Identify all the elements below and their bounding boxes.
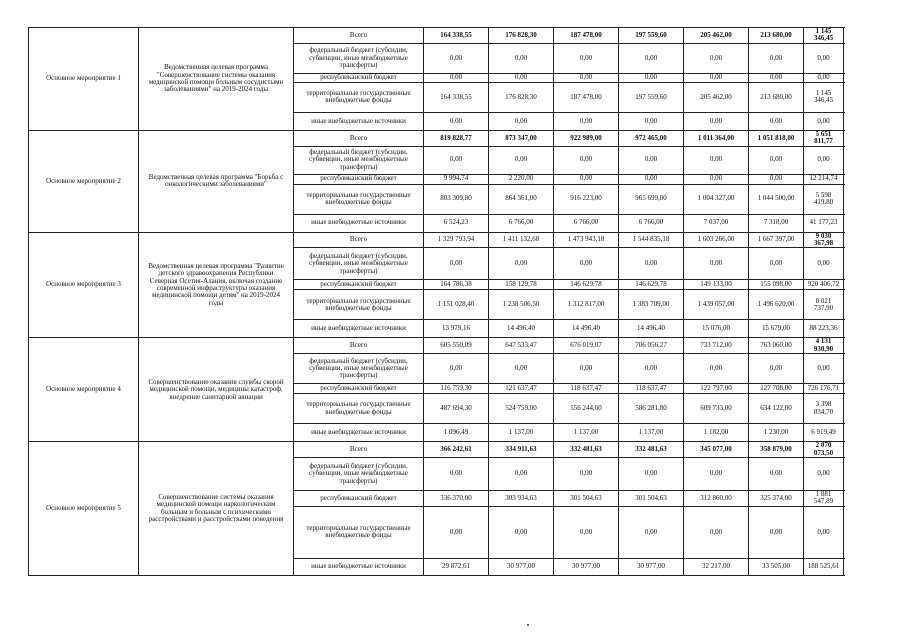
year-value-cell: 1 603 266,00	[684, 232, 749, 248]
year-value-cell: 1 096,49	[424, 424, 489, 442]
year-value-cell: 7 037,00	[684, 214, 749, 232]
year-value-cell: 7 318,00	[749, 214, 804, 232]
row-sum-cell: 3 398 834,70	[804, 394, 844, 424]
year-value-cell: 0,00	[424, 73, 489, 82]
funding-source-cell: территориальные государственные внебюджетные фонды	[294, 290, 424, 320]
funding-source-cell: республиканский бюджет	[294, 73, 424, 82]
year-value-cell: 164 786,38	[424, 280, 489, 290]
year-value-cell: 0,00	[684, 174, 749, 184]
program-name-cell: Ведомственная целевая программа "Борьба с онкологическими заболеваниями"	[139, 130, 294, 232]
table-body	[29, 28, 844, 576]
funding-source-cell: республиканский бюджет	[294, 384, 424, 394]
year-value-cell: 0,00	[554, 354, 619, 384]
funding-source-cell: федеральный бюджет (субсидии, субвенции, иные межбюджетные трансферты)	[294, 43, 424, 73]
year-value-cell: 187 478,00	[554, 28, 619, 44]
year-value-cell: 15 679,00	[749, 320, 804, 338]
year-value-cell: 205 462,00	[684, 82, 749, 112]
year-value-cell: 0,00	[489, 506, 554, 558]
year-value-cell: 0,00	[684, 73, 749, 82]
year-value-cell: 15 076,00	[684, 320, 749, 338]
year-value-cell: 197 559,60	[619, 28, 684, 44]
row-sum-cell: 5 651 811,77	[804, 130, 844, 146]
year-value-cell: 0,00	[489, 458, 554, 491]
year-value-cell: 0,00	[684, 506, 749, 558]
funding-source-cell: республиканский бюджет	[294, 491, 424, 507]
year-value-cell: 922 989,00	[554, 130, 619, 146]
year-value-cell: 0,00	[489, 43, 554, 73]
year-value-cell: 1 151 028,40	[424, 290, 489, 320]
year-value-cell: 176 828,30	[489, 28, 554, 44]
event-name-cell: Основное мероприятие 2	[29, 130, 139, 232]
funding-source-cell: территориальные государственные внебюджетные фонды	[294, 506, 424, 558]
year-value-cell: 634 122,00	[749, 394, 804, 424]
funding-source-cell: иные внебюджетные источники	[294, 558, 424, 575]
row-sum-cell: 0,00	[804, 354, 844, 384]
year-value-cell: 0,00	[424, 248, 489, 280]
year-value-cell: 345 077,00	[684, 442, 749, 458]
table-row	[29, 232, 844, 248]
row-sum-cell: 6 919,49	[804, 424, 844, 442]
year-value-cell: 0,00	[749, 146, 804, 174]
year-value-cell: 0,00	[554, 458, 619, 491]
year-value-cell: 1 329 793,94	[424, 232, 489, 248]
total-label-cell: Всего	[294, 442, 424, 458]
year-value-cell: 647 533,47	[489, 338, 554, 354]
program-name-cell: Совершенствование оказания службы скорой медицинской помощи, медицины катастроф, внедрение санитарной авиации	[139, 338, 294, 442]
event-name-cell: Основное мероприятие 3	[29, 232, 139, 338]
page-mark	[527, 624, 529, 626]
year-value-cell: 487 694,30	[424, 394, 489, 424]
year-value-cell: 0,00	[749, 112, 804, 130]
total-label-cell: Всего	[294, 232, 424, 248]
year-value-cell: 1 137,00	[489, 424, 554, 442]
year-value-cell: 556 244,60	[554, 394, 619, 424]
year-value-cell: 0,00	[684, 146, 749, 174]
year-value-cell: 187 478,00	[554, 82, 619, 112]
year-value-cell: 605 550,09	[424, 338, 489, 354]
year-value-cell: 0,00	[489, 146, 554, 174]
year-value-cell: 706 056,27	[619, 338, 684, 354]
year-value-cell: 0,00	[619, 354, 684, 384]
year-value-cell: 6 766,00	[619, 214, 684, 232]
year-value-cell: 0,00	[684, 112, 749, 130]
year-value-cell: 301 504,63	[554, 491, 619, 507]
year-value-cell: 6 766,00	[489, 214, 554, 232]
year-value-cell: 972 465,00	[619, 130, 684, 146]
year-value-cell: 0,00	[749, 73, 804, 82]
year-value-cell: 32 217,00	[684, 558, 749, 575]
year-value-cell: 366 242,61	[424, 442, 489, 458]
year-value-cell: 0,00	[489, 112, 554, 130]
year-value-cell: 1 411 132,68	[489, 232, 554, 248]
table-row	[29, 338, 844, 354]
year-value-cell: 609 733,00	[684, 394, 749, 424]
row-sum-cell: 0,00	[804, 73, 844, 82]
year-value-cell: 0,00	[424, 458, 489, 491]
year-value-cell: 312 860,00	[684, 491, 749, 507]
year-value-cell: 0,00	[749, 458, 804, 491]
year-value-cell: 1 011 364,00	[684, 130, 749, 146]
year-value-cell: 1 383 709,00	[619, 290, 684, 320]
year-value-cell: 0,00	[424, 43, 489, 73]
year-value-cell: 1 137,00	[554, 424, 619, 442]
table-row	[29, 442, 844, 458]
year-value-cell: 118 637,47	[619, 384, 684, 394]
year-value-cell: 13 979,16	[424, 320, 489, 338]
row-sum-cell: 12 214,74	[804, 174, 844, 184]
program-name-cell: Совершенствование системы оказания медицинской помощи наркологическим больным и больным с психическими расстройствами и расстройствами поведения	[139, 442, 294, 576]
event-name-cell: Основное мероприятие 4	[29, 338, 139, 442]
year-value-cell: 0,00	[684, 458, 749, 491]
year-value-cell: 1 667 397,00	[749, 232, 804, 248]
year-value-cell: 0,00	[619, 174, 684, 184]
year-value-cell: 30 977,00	[489, 558, 554, 575]
row-sum-cell: 188 525,61	[804, 558, 844, 575]
program-name-cell: Ведомственная целевая программа "Развитие детского здравоохранения Республики Северная Осетия-Алания, включая создание современной инфраструктуры оказания медицинской помощи детям" на 2019-2024 годы	[139, 232, 294, 338]
year-value-cell: 164 338,55	[424, 28, 489, 44]
year-value-cell: 0,00	[424, 354, 489, 384]
year-value-cell: 0,00	[619, 146, 684, 174]
row-sum-cell: 0,00	[804, 146, 844, 174]
year-value-cell: 0,00	[619, 73, 684, 82]
row-sum-cell: 0,00	[804, 506, 844, 558]
year-value-cell: 121 637,47	[489, 384, 554, 394]
year-value-cell: 803 309,80	[424, 184, 489, 214]
year-value-cell: 0,00	[619, 458, 684, 491]
year-value-cell: 0,00	[489, 73, 554, 82]
year-value-cell: 0,00	[489, 354, 554, 384]
year-value-cell: 1 439 057,00	[684, 290, 749, 320]
row-sum-cell: 4 131 930,90	[804, 338, 844, 354]
year-value-cell: 0,00	[749, 354, 804, 384]
year-value-cell: 332 481,63	[619, 442, 684, 458]
funding-source-cell: федеральный бюджет (субсидии, субвенции, иные межбюджетные трансферты)	[294, 248, 424, 280]
year-value-cell: 14 496,40	[489, 320, 554, 338]
funding-source-cell: иные внебюджетные источники	[294, 112, 424, 130]
year-value-cell: 1 312 817,00	[554, 290, 619, 320]
year-value-cell: 336 370,00	[424, 491, 489, 507]
year-value-cell: 0,00	[424, 146, 489, 174]
year-value-cell: 116 759,30	[424, 384, 489, 394]
row-sum-cell: 88 223,36	[804, 320, 844, 338]
year-value-cell: 146 629,78	[554, 280, 619, 290]
event-name-cell: Основное мероприятие 5	[29, 442, 139, 576]
total-label-cell: Всего	[294, 28, 424, 44]
year-value-cell: 213 680,00	[749, 28, 804, 44]
year-value-cell: 0,00	[749, 248, 804, 280]
year-value-cell: 127 708,00	[749, 384, 804, 394]
year-value-cell: 0,00	[424, 506, 489, 558]
year-value-cell: 0,00	[554, 43, 619, 73]
year-value-cell: 0,00	[554, 248, 619, 280]
table-row	[29, 130, 844, 146]
year-value-cell: 733 712,00	[684, 338, 749, 354]
year-value-cell: 1 137,00	[619, 424, 684, 442]
year-value-cell: 0,00	[554, 506, 619, 558]
funding-source-cell: территориальные государственные внебюджетные фонды	[294, 184, 424, 214]
year-value-cell: 334 911,63	[489, 442, 554, 458]
year-value-cell: 122 797,00	[684, 384, 749, 394]
row-sum-cell: 0,00	[804, 248, 844, 280]
year-value-cell: 965 699,00	[619, 184, 684, 214]
year-value-cell: 6 524,23	[424, 214, 489, 232]
year-value-cell: 2 220,00	[489, 174, 554, 184]
row-sum-cell: 2 070 073,50	[804, 442, 844, 458]
year-value-cell: 213 680,00	[749, 82, 804, 112]
funding-source-cell: федеральный бюджет (субсидии, субвенции, иные межбюджетные трансферты)	[294, 146, 424, 174]
year-value-cell: 873 347,00	[489, 130, 554, 146]
year-value-cell: 0,00	[554, 174, 619, 184]
year-value-cell: 6 766,00	[554, 214, 619, 232]
year-value-cell: 763 060,00	[749, 338, 804, 354]
row-sum-cell: 0,00	[804, 458, 844, 491]
year-value-cell: 1 238 506,50	[489, 290, 554, 320]
year-value-cell: 149 133,00	[684, 280, 749, 290]
year-value-cell: 586 281,80	[619, 394, 684, 424]
year-value-cell: 1 182,00	[684, 424, 749, 442]
year-value-cell: 9 994,74	[424, 174, 489, 184]
row-sum-cell: 0,00	[804, 43, 844, 73]
year-value-cell: 0,00	[684, 248, 749, 280]
funding-source-cell: республиканский бюджет	[294, 280, 424, 290]
year-value-cell: 325 374,00	[749, 491, 804, 507]
year-value-cell: 118 637,47	[554, 384, 619, 394]
year-value-cell: 14 496,40	[619, 320, 684, 338]
funding-source-cell: иные внебюджетные источники	[294, 214, 424, 232]
year-value-cell: 0,00	[619, 248, 684, 280]
row-sum-cell: 920 406,72	[804, 280, 844, 290]
row-sum-cell: 1 145 346,45	[804, 28, 844, 44]
year-value-cell: 1 051 818,00	[749, 130, 804, 146]
year-value-cell: 332 481,63	[554, 442, 619, 458]
year-value-cell: 0,00	[554, 73, 619, 82]
year-value-cell: 0,00	[554, 112, 619, 130]
year-value-cell: 1 473 943,18	[554, 232, 619, 248]
year-value-cell: 301 504,63	[619, 491, 684, 507]
year-value-cell: 0,00	[619, 506, 684, 558]
year-value-cell: 155 098,00	[749, 280, 804, 290]
year-value-cell: 1 044 500,00	[749, 184, 804, 214]
funding-source-cell: республиканский бюджет	[294, 174, 424, 184]
year-value-cell: 1 544 835,18	[619, 232, 684, 248]
year-value-cell: 30 977,00	[554, 558, 619, 575]
year-value-cell: 0,00	[619, 43, 684, 73]
year-value-cell: 0,00	[554, 146, 619, 174]
year-value-cell: 0,00	[749, 43, 804, 73]
row-sum-cell: 1 145 346,45	[804, 82, 844, 112]
year-value-cell: 205 462,00	[684, 28, 749, 44]
year-value-cell: 303 934,63	[489, 491, 554, 507]
funding-source-cell: федеральный бюджет (субсидии, субвенции, иные межбюджетные трансферты)	[294, 458, 424, 491]
year-value-cell: 1 496 620,00	[749, 290, 804, 320]
row-sum-cell: 5 598 419,80	[804, 184, 844, 214]
year-value-cell: 864 361,00	[489, 184, 554, 214]
year-value-cell: 164 338,55	[424, 82, 489, 112]
row-sum-cell: 1 881 547,89	[804, 491, 844, 507]
year-value-cell: 916 223,00	[554, 184, 619, 214]
row-sum-cell: 0,00	[804, 112, 844, 130]
year-value-cell: 524 759,00	[489, 394, 554, 424]
year-value-cell: 176 828,30	[489, 82, 554, 112]
row-sum-cell: 41 177,23	[804, 214, 844, 232]
year-value-cell: 30 977,00	[619, 558, 684, 575]
year-value-cell: 819 828,77	[424, 130, 489, 146]
year-value-cell: 0,00	[424, 112, 489, 130]
row-sum-cell: 726 176,71	[804, 384, 844, 394]
funding-source-cell: территориальные государственные внебюджетные фонды	[294, 82, 424, 112]
total-label-cell: Всего	[294, 338, 424, 354]
year-value-cell: 197 559,60	[619, 82, 684, 112]
year-value-cell: 1 004 327,00	[684, 184, 749, 214]
year-value-cell: 0,00	[749, 506, 804, 558]
funding-source-cell: иные внебюджетные источники	[294, 320, 424, 338]
event-name-cell: Основное мероприятие 1	[29, 28, 139, 131]
funding-source-cell: федеральный бюджет (субсидии, субвенции, иные межбюджетные трансферты)	[294, 354, 424, 384]
year-value-cell: 0,00	[684, 43, 749, 73]
budget-table	[28, 27, 844, 576]
year-value-cell: 676 019,07	[554, 338, 619, 354]
funding-source-cell: территориальные государственные внебюджетные фонды	[294, 394, 424, 424]
program-name-cell: Ведомственная целевая программа "Совершенствование системы оказания медицинской помощи больным сосудистыми заболеваниями" на 2019-2024 годы	[139, 28, 294, 131]
year-value-cell: 146 629,78	[619, 280, 684, 290]
year-value-cell: 29 872,61	[424, 558, 489, 575]
row-sum-cell: 9 030 367,98	[804, 232, 844, 248]
year-value-cell: 0,00	[489, 248, 554, 280]
year-value-cell: 33 505,00	[749, 558, 804, 575]
year-value-cell: 1 230,00	[749, 424, 804, 442]
year-value-cell: 14 496,40	[554, 320, 619, 338]
year-value-cell: 358 879,00	[749, 442, 804, 458]
row-sum-cell: 8 021 737,90	[804, 290, 844, 320]
year-value-cell: 0,00	[619, 112, 684, 130]
total-label-cell: Всего	[294, 130, 424, 146]
table-row	[29, 28, 844, 44]
year-value-cell: 0,00	[749, 174, 804, 184]
year-value-cell: 158 129,78	[489, 280, 554, 290]
year-value-cell: 0,00	[684, 354, 749, 384]
funding-source-cell: иные внебюджетные источники	[294, 424, 424, 442]
